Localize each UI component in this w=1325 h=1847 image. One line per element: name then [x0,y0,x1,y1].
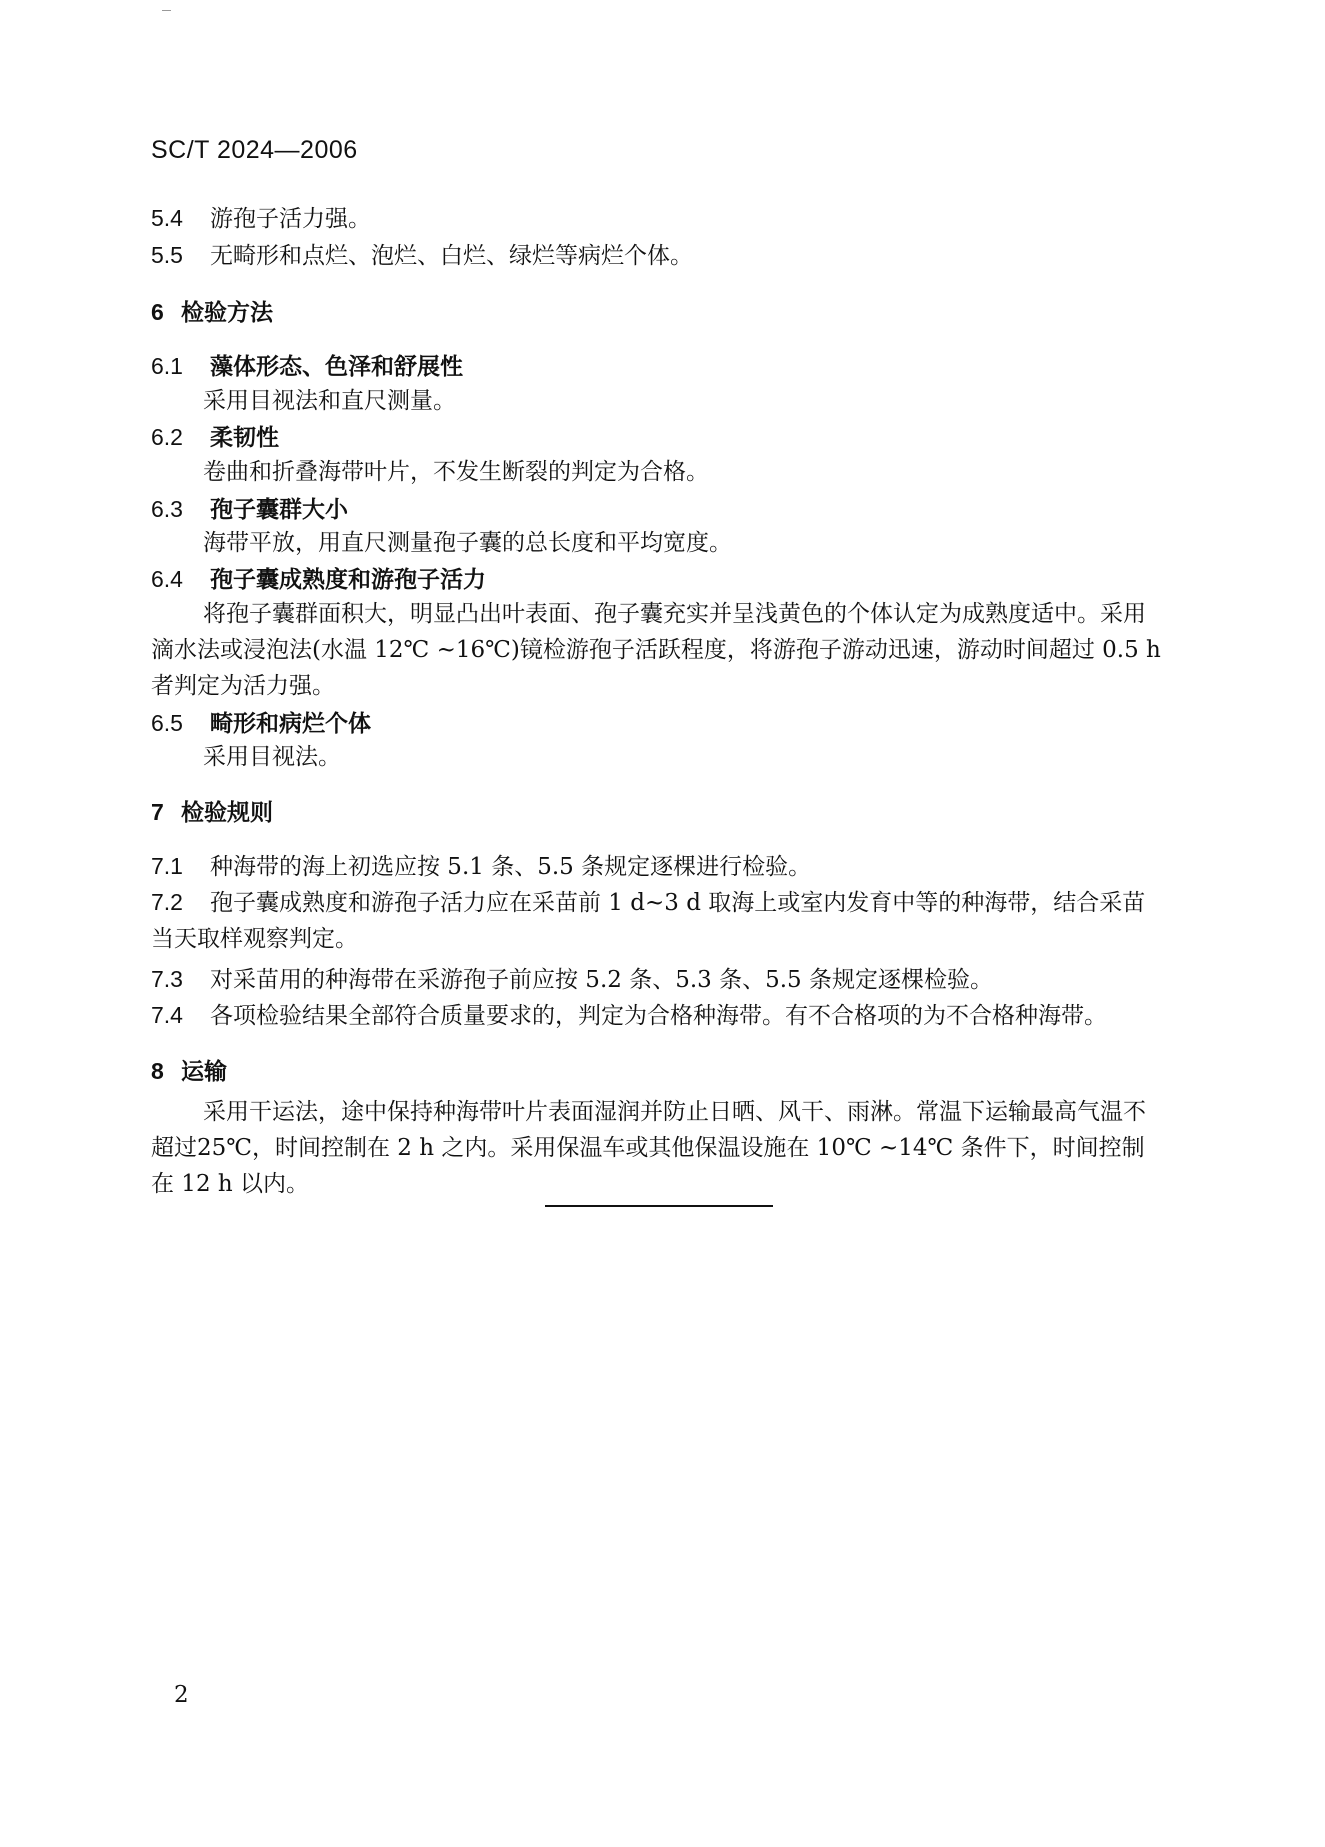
clause-6-2-body: 卷曲和折叠海带叶片，不发生断裂的判定为合格。 [203,459,709,485]
clause-7-1 [151,851,811,882]
clause-6-5-heading [151,708,371,739]
scan-mark [162,10,171,11]
clause-number: 6.1 [151,353,183,379]
clause-5-5 [151,240,693,271]
clause-text: 游孢子活力强。 [210,206,371,232]
clause-title: 畸形和病烂个体 [210,710,371,737]
clause-text: 各项检验结果全部符合质量要求的，判定为合格种海带。有不合格项的为不合格种海带。 [210,1003,1107,1029]
clause-number: 5.4 [151,205,183,231]
section-7-heading [151,797,273,828]
section-6-heading [151,297,273,328]
section-title: 检验规则 [181,799,273,826]
section-number: 6 [151,299,164,325]
page-number: 2 [174,1682,189,1708]
clause-number: 7.2 [151,889,183,915]
clause-title: 柔韧性 [210,424,279,451]
clause-6-3-heading [151,494,348,525]
clause-5-4 [151,203,371,234]
clause-number: 7.1 [151,853,183,879]
clause-text: 无畸形和点烂、泡烂、白烂、绿烂等病烂个体。 [210,243,693,269]
clause-7-4 [151,1000,1107,1031]
clause-number: 6.4 [151,566,183,592]
clause-6-5-body: 采用目视法。 [203,744,341,770]
clause-6-2-heading [151,422,279,453]
clause-6-3-body: 海带平放，用直尺测量孢子囊的总长度和平均宽度。 [203,530,732,556]
clause-7-2 [151,884,1163,957]
clause-number: 5.5 [151,242,183,268]
standard-code: SC/T 2024—2006 [151,136,358,164]
clause-number: 6.2 [151,424,183,450]
clause-6-4-heading [151,564,486,595]
clause-number: 7.4 [151,1002,183,1028]
clause-number: 6.3 [151,496,183,522]
clause-6-1-heading [151,351,463,382]
clause-title: 孢子囊成熟度和游孢子活力 [210,566,486,593]
clause-6-1-body: 采用目视法和直尺测量。 [203,388,456,414]
clause-7-3 [151,964,993,995]
clause-6-4-body: 将孢子囊群面积大，明显凸出叶表面、孢子囊充实并呈浅黄色的个体认定为成熟度适中。采用滴水法或浸泡法(水温 12℃ ~16℃)镜检游孢子活跃程度，将游孢子游动迅速，游动时间超过 0.5 h 者判定为活力强。 [151,601,1161,699]
section-title: 运输 [181,1058,227,1085]
section-title: 检验方法 [181,299,273,326]
clause-title: 藻体形态、色泽和舒展性 [210,353,463,380]
section-8-body: 采用干运法，途中保持种海带叶片表面湿润并防止日晒、风干、雨淋。常温下运输最高气温不超过25℃，时间控制在 2 h 之内。采用保温车或其他保温设施在 10℃ ~14℃ 条件下，时间控制在 12 h 以内。 [151,1099,1146,1197]
clause-number: 6.5 [151,710,183,736]
clause-text: 种海带的海上初选应按 5.1 条、5.5 条规定逐棵进行检验。 [210,854,812,880]
section-number: 8 [151,1058,164,1084]
end-rule [545,1205,773,1207]
clause-title: 孢子囊群大小 [210,496,348,523]
clause-text: 对采苗用的种海带在采游孢子前应按 5.2 条、5.3 条、5.5 条规定逐棵检验。 [210,967,993,993]
clause-text: 孢子囊成熟度和游孢子活力应在采苗前 1 d~3 d 取海上或室内发育中等的种海带，结合采苗当天取样观察判定。 [151,890,1146,952]
clause-number: 7.3 [151,966,183,992]
section-8-heading [151,1056,227,1087]
section-number: 7 [151,799,164,825]
